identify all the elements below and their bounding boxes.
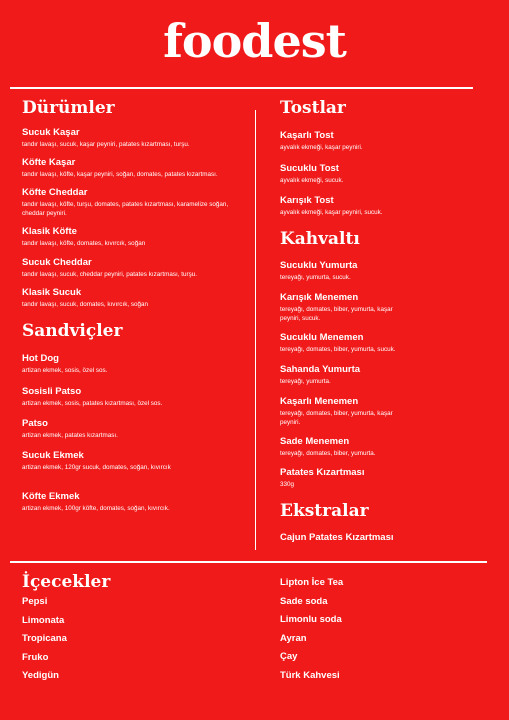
menu-item [280,364,480,386]
item-description: tereyağı, domates, biber, yumurta, kaşar peyniri, sucuk. [280,306,393,322]
menu-item [280,532,480,544]
menu-item [280,195,480,217]
item-description: tereyağı, domates, biber, yumurta, sucuk. [280,346,396,353]
section-sandvicler [22,321,247,513]
drink-item: Çay [280,651,298,662]
item-description: 330g [280,481,295,488]
menu-item [22,353,247,375]
section-title-icecekler: İçecekler [22,572,111,592]
item-name: Kaşarlı Tost [280,130,334,141]
menu-item [22,127,247,149]
item-name: Karışık Menemen [280,292,359,303]
item-name: Sosisli Patso [22,386,82,397]
section-title: Kahvaltı [280,229,360,249]
item-name: Sucuk Kaşar [22,127,80,138]
item-description: artizan ekmek, 120gr sucuk, domates, soğan, kıvırcık [22,464,171,471]
section-ekstralar [280,501,480,544]
drinks-left-list [22,596,67,689]
item-name: Sucuk Cheddar [22,257,92,268]
drink-item: Yedigün [22,670,59,681]
item-name: Patso [22,418,48,429]
item-description: tandır lavaşı, sucuk, cheddar peyniri, patates kızartması, turşu. [22,271,197,278]
menu-item [22,491,247,513]
menu-item [22,257,247,279]
section-durumler [22,98,247,309]
section-tostlar [280,98,480,217]
item-name: Sucuklu Tost [280,163,339,174]
item-name: Köfte Cheddar [22,187,88,198]
item-name: Köfte Ekmek [22,491,80,502]
menu-item [22,187,247,218]
menu-item [22,226,247,248]
left-column [22,98,247,522]
menu-item [22,287,247,309]
item-description: tandır lavaşı, köfte, domates, kıvırcık, soğan [22,240,146,247]
item-description: tandır lavaşı, sucuk, domates, kıvırcık, soğan [22,301,148,308]
item-name: Köfte Kaşar [22,157,76,168]
drink-item: Lipton İce Tea [280,577,344,588]
item-name: Cajun Patates Kızartması [280,532,394,543]
top-divider [10,87,473,89]
menu-item [280,436,480,458]
bottom-divider [10,561,487,563]
brand-logo: foodest [163,14,346,68]
item-name: Sade Menemen [280,436,350,447]
item-name: Karışık Tost [280,195,334,206]
item-name: Klasik Köfte [22,226,77,237]
drink-item: Türk Kahvesi [280,669,340,681]
item-description: tandır lavaşı, sucuk, kaşar peyniri, patates kızartması, turşu. [22,141,190,148]
section-title: Tostlar [280,98,346,118]
item-description: tandır lavaşı, köfte, turşu, domates, patates kızartması, karamelize soğan, cheddar peyniri. [22,201,229,217]
item-description: tereyağı, yumurta, sucuk. [280,274,351,281]
item-name: Sahanda Yumurta [280,364,361,375]
menu-item [280,332,480,354]
menu-item [22,450,247,472]
item-description: artizan ekmek, patates kızartması. [22,432,118,439]
section-title: Sandviçler [22,321,123,341]
drink-item: Ayran [280,632,307,644]
item-description: ayvalık ekmeği, kaşar peyniri, sucuk. [280,209,383,216]
drink-item: Sade soda [280,595,328,607]
drinks-right-list [280,577,343,688]
drink-item: Limonata [22,614,65,626]
menu-item [280,292,480,323]
item-description: artizan ekmek, sosis, özel sos. [22,367,108,374]
section-title: Ekstralar [280,501,369,521]
item-name: Sucuklu Yumurta [280,260,358,271]
item-description: artizan ekmek, 100gr köfte, domates, soğan, kıvırcık. [22,505,170,512]
item-description: ayvalık ekmeği, sucuk. [280,177,344,184]
menu-item [22,418,247,440]
item-description: tereyağı, domates, biber, yumurta. [280,450,376,457]
menu-item [22,386,247,408]
item-name: Sucuklu Menemen [280,332,364,343]
item-name: Kaşarlı Menemen [280,396,359,407]
drink-item: Fruko [22,651,49,663]
menu-item [280,260,480,282]
menu-item [22,157,247,179]
section-title: Dürümler [22,98,115,118]
item-name: Sucuk Ekmek [22,450,84,461]
menu-item [280,396,480,427]
item-description: tereyağı, domates, biber, yumurta, kaşar peyniri. [280,410,393,426]
section-kahvalti [280,229,480,489]
item-name: Patates Kızartması [280,467,365,478]
right-column [280,98,480,553]
item-name: Hot Dog [22,353,59,364]
item-name: Klasik Sucuk [22,287,82,298]
drink-item: Pepsi [22,596,48,607]
item-description: artizan ekmek, sosis, patates kızartması, özel sos. [22,400,163,407]
column-divider [255,110,256,550]
menu-item [280,130,480,152]
drink-item: Tropicana [22,633,67,644]
item-description: tereyağı, yumurta. [280,378,331,385]
item-description: tandır lavaşı, köfte, kaşar peyniri, soğan, domates, patates kızartması. [22,171,218,178]
menu-item [280,467,480,489]
item-description: ayvalık ekmeği, kaşar peyniri. [280,144,363,151]
menu-item [280,163,480,185]
drink-item: Limonlu soda [280,614,342,625]
